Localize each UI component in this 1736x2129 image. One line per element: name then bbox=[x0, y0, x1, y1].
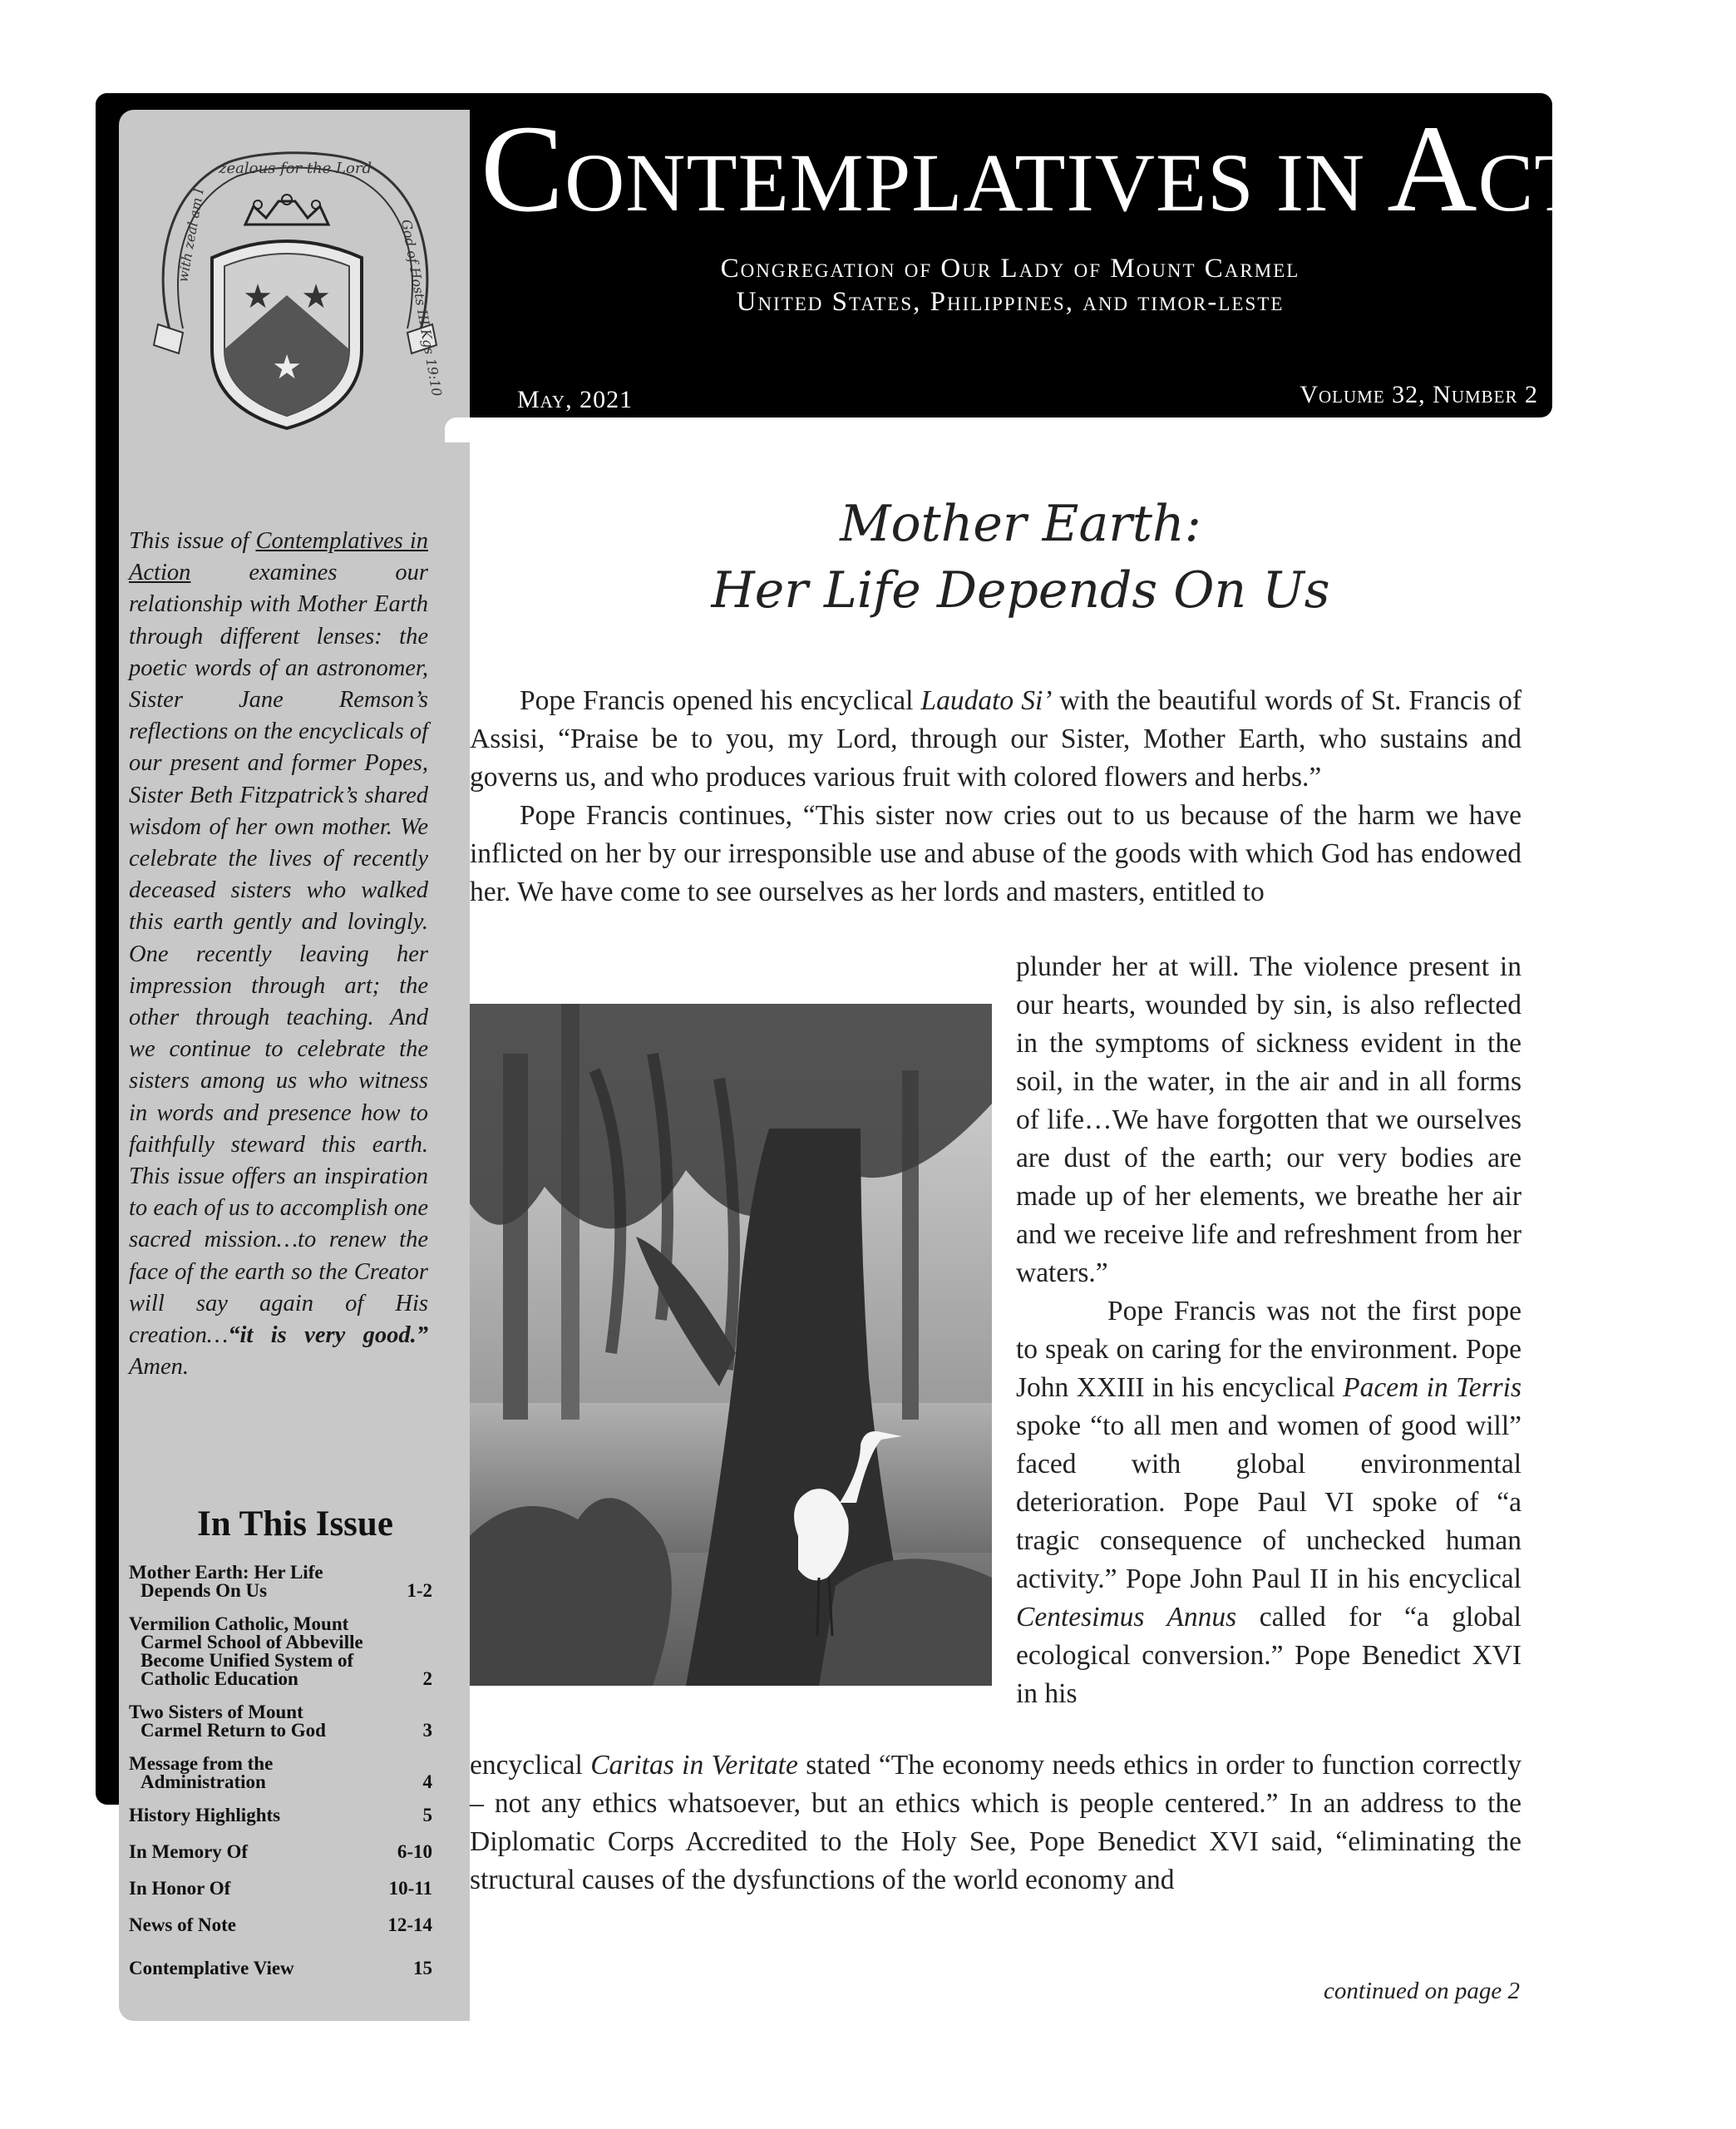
toc-item[interactable] bbox=[129, 1916, 432, 1934]
masthead-title-initial-1: C bbox=[481, 100, 565, 238]
masthead-subtitle-line2: United States, Philippines, and timor-leste bbox=[736, 287, 1285, 317]
article-paragraph: Pope Francis continues, “This sister now cries out to us because of the harm we have inflicted on her by our irresponsible use and abuse of the goods with which God has endowed her. We have come to see ourselves as her lords and masters, entitled to bbox=[470, 800, 1521, 907]
toc-item-title-cont: Catholic Education bbox=[141, 1668, 298, 1689]
svg-text:★: ★ bbox=[272, 348, 302, 386]
masthead-subtitle-line1: Congregation of Our Lady of Mount Carmel bbox=[720, 254, 1300, 284]
toc-item[interactable] bbox=[129, 1959, 432, 1978]
article-title bbox=[470, 491, 1571, 624]
masthead-title-rest-2: CTION bbox=[1477, 136, 1736, 229]
toc-item[interactable] bbox=[129, 1755, 432, 1791]
toc-item-title-cont: Carmel School of Abbeville bbox=[141, 1632, 363, 1652]
carmelite-crest-icon bbox=[137, 125, 453, 457]
svg-text:zealous for the Lord: zealous for the Lord bbox=[219, 160, 372, 177]
toc-item[interactable] bbox=[129, 1806, 432, 1825]
article-body-top bbox=[470, 682, 1521, 911]
toc-item-title: Mother Earth: Her Life bbox=[129, 1562, 323, 1583]
table-of-contents bbox=[129, 1563, 432, 1993]
toc-item-title-cont: Become Unified System of bbox=[141, 1650, 354, 1671]
masthead-title bbox=[481, 100, 1736, 238]
article-paragraph bbox=[1016, 1292, 1521, 1713]
toc-item-title: Vermilion Catholic, Mount bbox=[129, 1613, 349, 1634]
sidebar-intro bbox=[129, 526, 428, 1383]
toc-item-title: News of Note bbox=[129, 1914, 237, 1935]
text-run: encyclical bbox=[470, 1750, 591, 1781]
text-run: with the beautiful words of St. Francis of Assisi, “Praise be to you, my Lord, through our Sister, Mother Earth, who sustains and governs us, and who produces various fruit with colored flowers and herbs.” bbox=[470, 685, 1521, 793]
article-title-line1: Mother Earth: bbox=[840, 495, 1201, 553]
toc-item[interactable] bbox=[129, 1880, 432, 1898]
encyclical-title: Caritas in Veritate bbox=[590, 1750, 798, 1781]
svg-text:★: ★ bbox=[301, 278, 331, 315]
encyclical-title: Centesimus Annus bbox=[1016, 1602, 1237, 1633]
svg-text:with zeal am I: with zeal am I bbox=[175, 186, 207, 284]
egret-swamp-photo bbox=[470, 1004, 992, 1686]
toc-item-title-cont: Administration bbox=[141, 1771, 266, 1792]
toc-item-title: In Memory Of bbox=[129, 1841, 249, 1862]
toc-item-pages: 12-14 bbox=[387, 1914, 432, 1935]
toc-item-pages: 15 bbox=[413, 1958, 432, 1978]
toc-item[interactable] bbox=[129, 1703, 432, 1740]
article-body-right-column bbox=[1016, 948, 1521, 1713]
masthead-title-initial-2: A bbox=[1387, 100, 1478, 238]
toc-item-pages: 2 bbox=[422, 1668, 432, 1689]
text-run: Pope Francis was not the first pope to speak on caring for the environment. Pope John XXIII in his encyclical bbox=[1016, 1296, 1521, 1403]
article-title-line2: Her Life Depends On Us bbox=[711, 561, 1330, 620]
toc-item-title: Two Sisters of Mount bbox=[129, 1702, 303, 1722]
svg-text:God of Hosts III Kgs 19:10: God of Hosts III Kgs 19:10 bbox=[398, 218, 446, 398]
text-run: Pope Francis opened his encyclical bbox=[520, 685, 921, 716]
toc-item-pages: 4 bbox=[422, 1771, 432, 1792]
toc-item[interactable] bbox=[129, 1615, 432, 1688]
continued-on-page-link[interactable]: continued on page 2 bbox=[1324, 1978, 1520, 2004]
intro-text-1: This issue of bbox=[129, 528, 256, 554]
intro-text-2: examines our relationship with Mother Earth through different lenses: the poetic words of an astronomer, Sister Jane Remson’s reflections on the encyclicals of our present and former Popes, Sister Beth Fitzpatrick’s shared wisdom of her own mother. We celebrate the lives of recently deceased sisters who walked this earth gently and lovingly. One recently leaving her impression through art; the other through teaching. And we continue to celebrate the sisters among us who witness in words and presence how to faithfully steward this earth. This issue offers an inspiration to each of us to accomplish one sacred mission…to renew the face of the earth so the Creator will say again of His creation… bbox=[129, 560, 428, 1349]
article-paragraph-cont bbox=[470, 1746, 1521, 1899]
article-paragraph bbox=[470, 682, 1521, 797]
text-run: stated “The economy needs ethics in order to function correctly – not any ethics whatsoever, but an ethics which is people centered.” In an address to the Diplomatic Corps Accredited to the Holy See, Pope Benedict XVI said, “eliminating the structural causes of the dysfunctions of the world economy and bbox=[470, 1750, 1521, 1895]
toc-item[interactable] bbox=[129, 1843, 432, 1861]
toc-item-pages: 5 bbox=[422, 1805, 432, 1825]
toc-item-title-cont: Carmel Return to God bbox=[141, 1720, 326, 1741]
toc-item-title: Contemplative View bbox=[129, 1958, 294, 1978]
encyclical-title: Pacem in Terris bbox=[1343, 1372, 1521, 1403]
svg-text:★: ★ bbox=[243, 278, 273, 315]
toc-item-title: History Highlights bbox=[129, 1805, 281, 1825]
issue-volume: Volume 32, Number 2 bbox=[1300, 381, 1538, 408]
toc-item-title: In Honor Of bbox=[129, 1878, 231, 1899]
article-body-bottom bbox=[470, 1746, 1521, 1899]
intro-publication-name: Contemplatives in Action bbox=[129, 528, 428, 586]
toc-heading: In This Issue bbox=[197, 1504, 393, 1544]
toc-item-pages: 1-2 bbox=[407, 1580, 432, 1601]
toc-item-title: Message from the bbox=[129, 1753, 274, 1774]
intro-text-end: Amen. bbox=[129, 1354, 190, 1381]
intro-quote: “it is very good.” bbox=[228, 1322, 428, 1349]
text-run: called for “a global ecological conversion.” Pope Benedict XVI in his bbox=[1016, 1602, 1521, 1709]
toc-item-pages: 6-10 bbox=[397, 1841, 432, 1862]
encyclical-title: Laudato Si’ bbox=[920, 685, 1053, 716]
article-paragraph-cont: plunder her at will. The violence present in our hearts, wounded by sin, is also reflected in the symptoms of sickness evident in the soil, in the water, in the air and in all forms of life…We have forgotten that we ourselves are dust of the earth; our very bodies are made up of her elements, we breathe her air and we receive life and refreshment from her waters.” bbox=[1016, 951, 1521, 1288]
toc-item-pages: 10-11 bbox=[388, 1878, 432, 1899]
text-run: spoke “to all men and women of good will” faced with global environmental deterioration. Pope Paul VI spoke of “a tragic consequence of unchecked human activity.” Pope John Paul II in his encyclical bbox=[1016, 1410, 1521, 1594]
toc-item[interactable] bbox=[129, 1563, 432, 1600]
toc-item-title-cont: Depends On Us bbox=[141, 1580, 268, 1601]
issue-date: May, 2021 bbox=[517, 386, 634, 413]
masthead-title-rest-1: ONTEMPLATIVES IN bbox=[565, 136, 1388, 229]
toc-item-pages: 3 bbox=[422, 1720, 432, 1741]
